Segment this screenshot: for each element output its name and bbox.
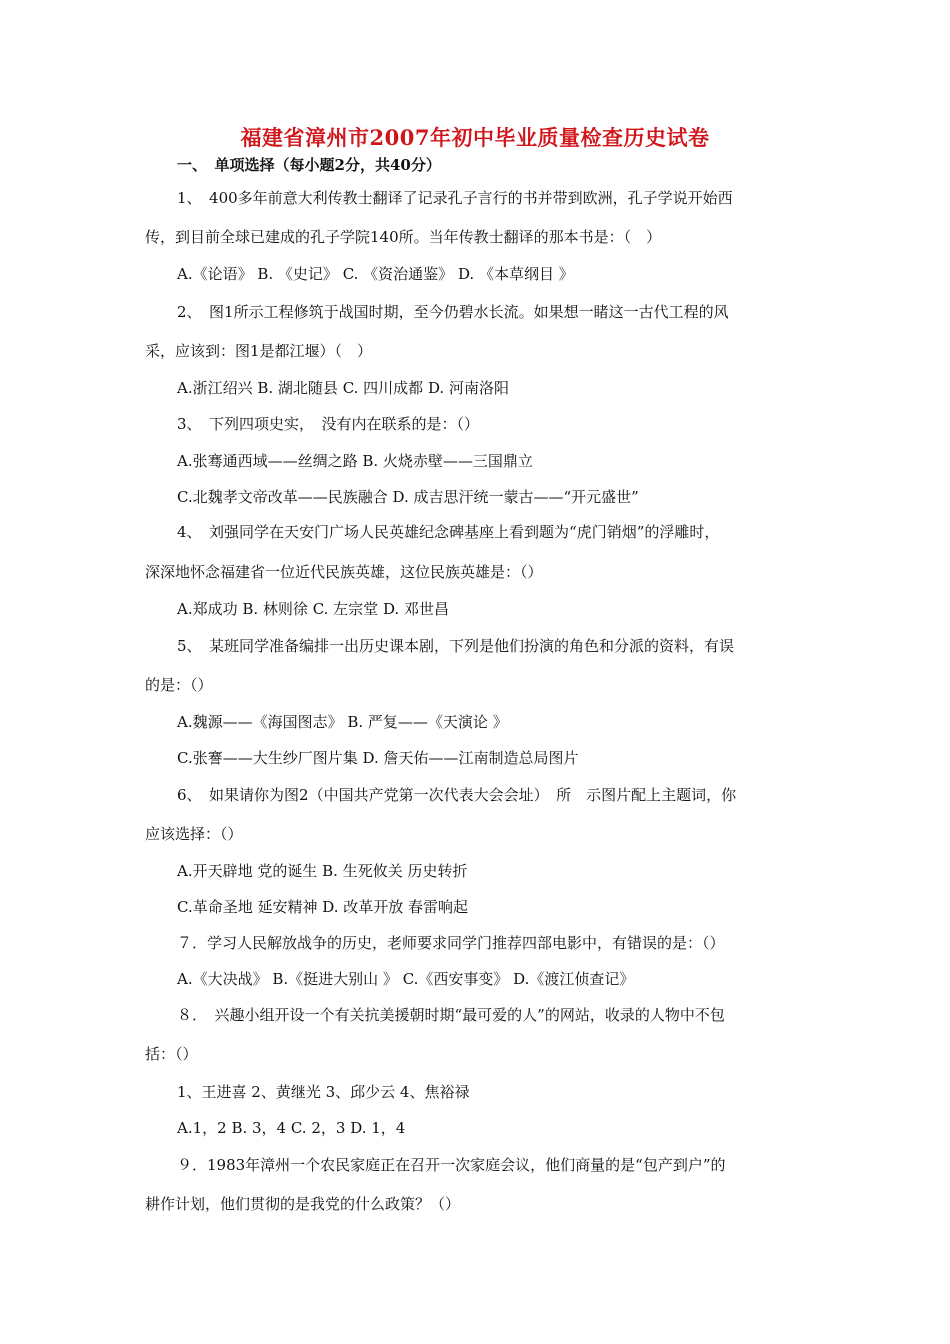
q3-options-2: C.北魏孝文帝改革——民族融合 D. 成吉思汗统一蒙古——“开元盛世” [177,488,639,506]
q8-line-1: ８． 兴趣小组开设一个有关抗美援朝时期“最可爱的人”的网站，收录的人物中不包 [177,1006,725,1024]
q8-options: A.1，2 B. 3，4 C. 2，3 D. 1，4 [177,1119,406,1137]
q1-line-2: 传，到目前全球已建成的孔子学院140所。当年传教士翻译的那本书是：（ ） [145,228,662,246]
exam-title: 福建省漳州市2007年初中毕业质量检查历史试卷 [240,125,710,150]
q5-options-1: A.魏源——《海国图志》 B. 严复——《天演论 》 [177,713,508,731]
q3-line-1: 3、 下列四项史实， 没有内在联系的是：（） [177,415,480,433]
q2-line-1: 2、 图1所示工程修筑于战国时期，至今仍碧水长流。如果想一睹这一古代工程的风 [177,303,729,321]
q1-options: A.《论语》 B. 《史记》 C. 《资治通鉴》 D. 《本草纲目 》 [177,265,574,283]
q6-options-1: A.开天辟地 党的诞生 B. 生死攸关 历史转折 [177,862,468,880]
q2-line-2: 采，应该到：图1是都江堰）（ ） [145,342,373,360]
q6-options-2: C.革命圣地 延安精神 D. 改革开放 春雷响起 [177,898,469,916]
q1-line-1: 1、 400多年前意大利传教士翻译了记录孔子言行的书并带到欧洲，孔子学说开始西 [177,189,733,207]
q7-line-1: ７．学习人民解放战争的历史，老师要求同学门推荐四部电影中，有错误的是：（） [177,934,725,952]
q4-line-1: 4、 刘强同学在天安门广场人民英雄纪念碑基座上看到题为“虎门销烟”的浮雕时， [177,523,720,541]
q8-line-2: 括：（） [145,1045,198,1063]
q6-line-1: 6、 如果请你为图2（中国共产党第一次代表大会会址） 所 示图片配上主题词，你 [177,786,737,804]
q5-options-2: C.张謇——大生纱厂图片集 D. 詹天佑——江南制造总局图片 [177,749,579,767]
q5-line-2: 的是：（） [145,676,213,694]
q7-options: A.《大决战》 B.《挺进大别山 》 C.《西安事变》 D.《渡江侦查记》 [177,970,635,988]
q9-line-1: ９．1983年漳州一个农民家庭正在召开一次家庭会议，他们商量的是“包产到户”的 [177,1156,726,1174]
q4-options: A.郑成功 B. 林则徐 C. 左宗堂 D. 邓世昌 [177,600,449,618]
section-heading: 一、 单项选择（每小题2分，共40分） [177,156,441,174]
q9-line-2: 耕作计划，他们贯彻的是我党的什么政策？（） [145,1195,461,1213]
q5-line-1: 5、 某班同学准备编排一出历史课本剧，下列是他们扮演的角色和分派的资料，有误 [177,637,735,655]
q3-options-1: A.张骞通西域——丝绸之路 B. 火烧赤壁——三国鼎立 [177,452,533,470]
q8-items: 1、王进喜 2、黄继光 3、邱少云 4、焦裕禄 [177,1083,470,1101]
q2-options: A.浙江绍兴 B. 湖北随县 C. 四川成都 D. 河南洛阳 [177,379,509,397]
q4-line-2: 深深地怀念福建省一位近代民族英雄，这位民族英雄是：（） [145,563,543,581]
q6-line-2: 应该选择：（） [145,825,243,843]
